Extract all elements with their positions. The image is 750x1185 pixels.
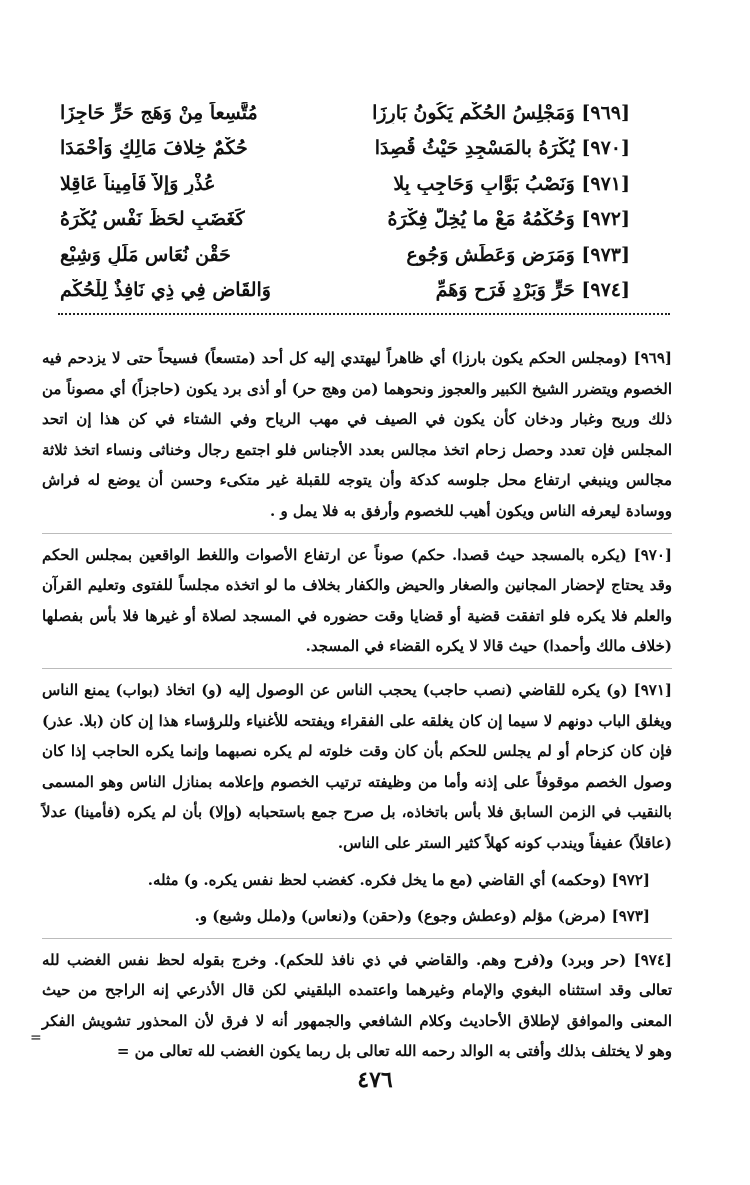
verse-first-hemistich: [٩٦٩] وَمَجْلِسُ الحُكْمِ يَكُونُ بَارِزَا [372,101,630,124]
verse-row [60,237,630,273]
verse-second-hemistich: مُتَّسِعاً مِنْ وَهَجِ حَرٍّ حَاجِزَا [60,101,258,124]
verse-block [60,95,630,308]
verse-second-hemistich: حَقْنٍ نُعَاسٍ مَلَلٍ وَشِبْعِ [60,243,231,266]
verse-second-hemistich: حُكْمٌ خِلافَ مَالِكٍ وَأَحْمَدَا [60,137,248,160]
verse-row [60,95,630,131]
commentary-paragraph-970: [٩٧٠] (يكره بالمسجد حيث قصدا. حكم) صوناً عن ارتفاع الأصوات واللغط الواقعين بمجلس الحكم وقد يحتاج لإحضار المجانين والصغار والحيض والكفار بخلاف ما لو اتخذه مجلساً للفتوى وتعليم القرآن والعلم فلا يكره فلو اتفقت قضية أو قضايا وقت حضوره في المسجد لصلاة أو غيرها فلا بأس بفصلها (خلاف مالك وأحمدا) حيث قالا لا يكره القضاء في المسجد. [42,545,672,656]
verse-first-hemistich: [٩٧٤] حَرٍّ وَبَرْدٍ فَرَحٍ وَهَمِّ [435,279,630,302]
verse-row [60,131,630,167]
verse-second-hemistich: عُذْرٍ وَإلاَّ فَأَمِيناً عَاقِلا [60,172,216,195]
dotted-divider [58,313,670,315]
paragraph-separator [42,668,672,669]
commentary-paragraph-972: [٩٧٢] (وحكمه) أي القاضي (مع ما يخل فكره. كغضب لحظ نفس يكره. و) مثله. [147,870,650,889]
verse-first-hemistich: [٩٧٠] يُكْرَهُ بالمَسْجِدِ حَيْثُ قُصِدَا [374,137,630,160]
commentary-paragraph-969: [٩٦٩] (ومجلس الحكم يكون بارزا) أي ظاهراً ليهتدي إليه كل أحد (متسعاً) فسيحاً حتى لا يزدحم فيه الخصوم ويتضرر الشيخ الكبير والعجوز ونحوهما (من وهج حر) أو أذى برد يكون (حاجزاً) أي مصوناً من ذلك وريح وغبار ودخان كأن يكون في الصيف في مهب الرياح وفي الشتاء في كن هذا إن اتحد المجلس فإن تعدد وحصل زحام اتخذ مجالس بعدد الأجناس فلو اجتمع رجال وخناثى ونساء اتخذ ثلاثة مجالس وينبغي ارتفاع محل جلوسه كدكة وأن يتوجه للقبلة غير متكىء وحسن أن يوضع له فراش ووسادة ليعرفه الناس ويكون أهيب للخصوم وأرفق به فلا يمل و . [42,349,672,520]
verse-row [60,273,630,309]
commentary-paragraph-973: [٩٧٣] (مرض) مؤلم (وعطش وجوع) و(حقن) و(نعاس) و(ملل وشبع) و. [194,907,650,926]
commentary-paragraph-971: [٩٧١] (و) يكره للقاضي (نصب حاجب) يحجب الناس عن الوصول إليه (و) اتخاذ (بواب) يمنع الناس ويغلق الباب دونهم لا سيما إن كان يغلقه على الفقراء ويفتحه للأغنياء وللرؤساء هذا إن كان (بلا. عذر) فإن كان كزحام أو لم يجلس للحكم بأن كان وقت خلوته لم يكره نصبهما وإنما يكره الحاجب إذا كان وصول الخصم موقوفاً على إذنه وأما من وظيفته ترتيب الخصوم وإعلامه بمنازل الناس وهو المسمى بالنقيب في الزمن السابق فلا بأس باتخاذه، بل صرح جمع باستحبابه (وإلا) بأن لم يكره (فأمينا) عدلاً (عاقلاً) عفيفاً ويندب كونه كهلاً كثير الستر على الناس. [42,680,672,852]
verse-first-hemistich: [٩٧٢] وَحُكْمُهُ مَعْ ما يُخِلُّ فِكْرَهُ [387,208,630,231]
continuation-mark: = [30,1030,42,1046]
verse-row [60,166,630,202]
paragraph-separator [42,533,672,534]
paragraph-separator [42,938,672,939]
verse-first-hemistich: [٩٧١] وَنَصْبُ بَوَّابٍ وَحَاجِبٍ بِلا [393,172,630,195]
verse-row [60,202,630,238]
commentary-paragraph-974: [٩٧٤] (حر وبرد) و(فرح وهم. والقاضي في ذي نافذ للحكم). وخرج بقوله لحظ نفس الغضب لله تعالى وقد استثناه البغوي والإمام وغيرهما واعتمده البلقيني لكن قال الأذرعي إنه الراجح من حيث المعنى والموافق لإطلاق الأحاديث وكلام الشافعي والجمهور أنه لا فرق لأن المحذور تشويش الفكر وهو لا يختلف بذلك وأفتى به الوالد رحمه الله تعالى بل ربما يكون الغضب لله تعالى من = [42,950,672,1061]
verse-first-hemistich: [٩٧٣] وَمَرَضٍ وَعَطَشٍ وَجُوعِ [406,243,630,266]
verse-second-hemistich: كَغَضَبٍ لحَظِّ نَفْسٍ يُكْرَهُ [60,208,245,231]
verse-second-hemistich: وَالقَاضِ فِي ذِي نَافِذٌ لِلْحُكْمِ [60,279,271,302]
commentary-block [42,343,672,1073]
page-number: ٤٧٦ [357,1067,393,1093]
